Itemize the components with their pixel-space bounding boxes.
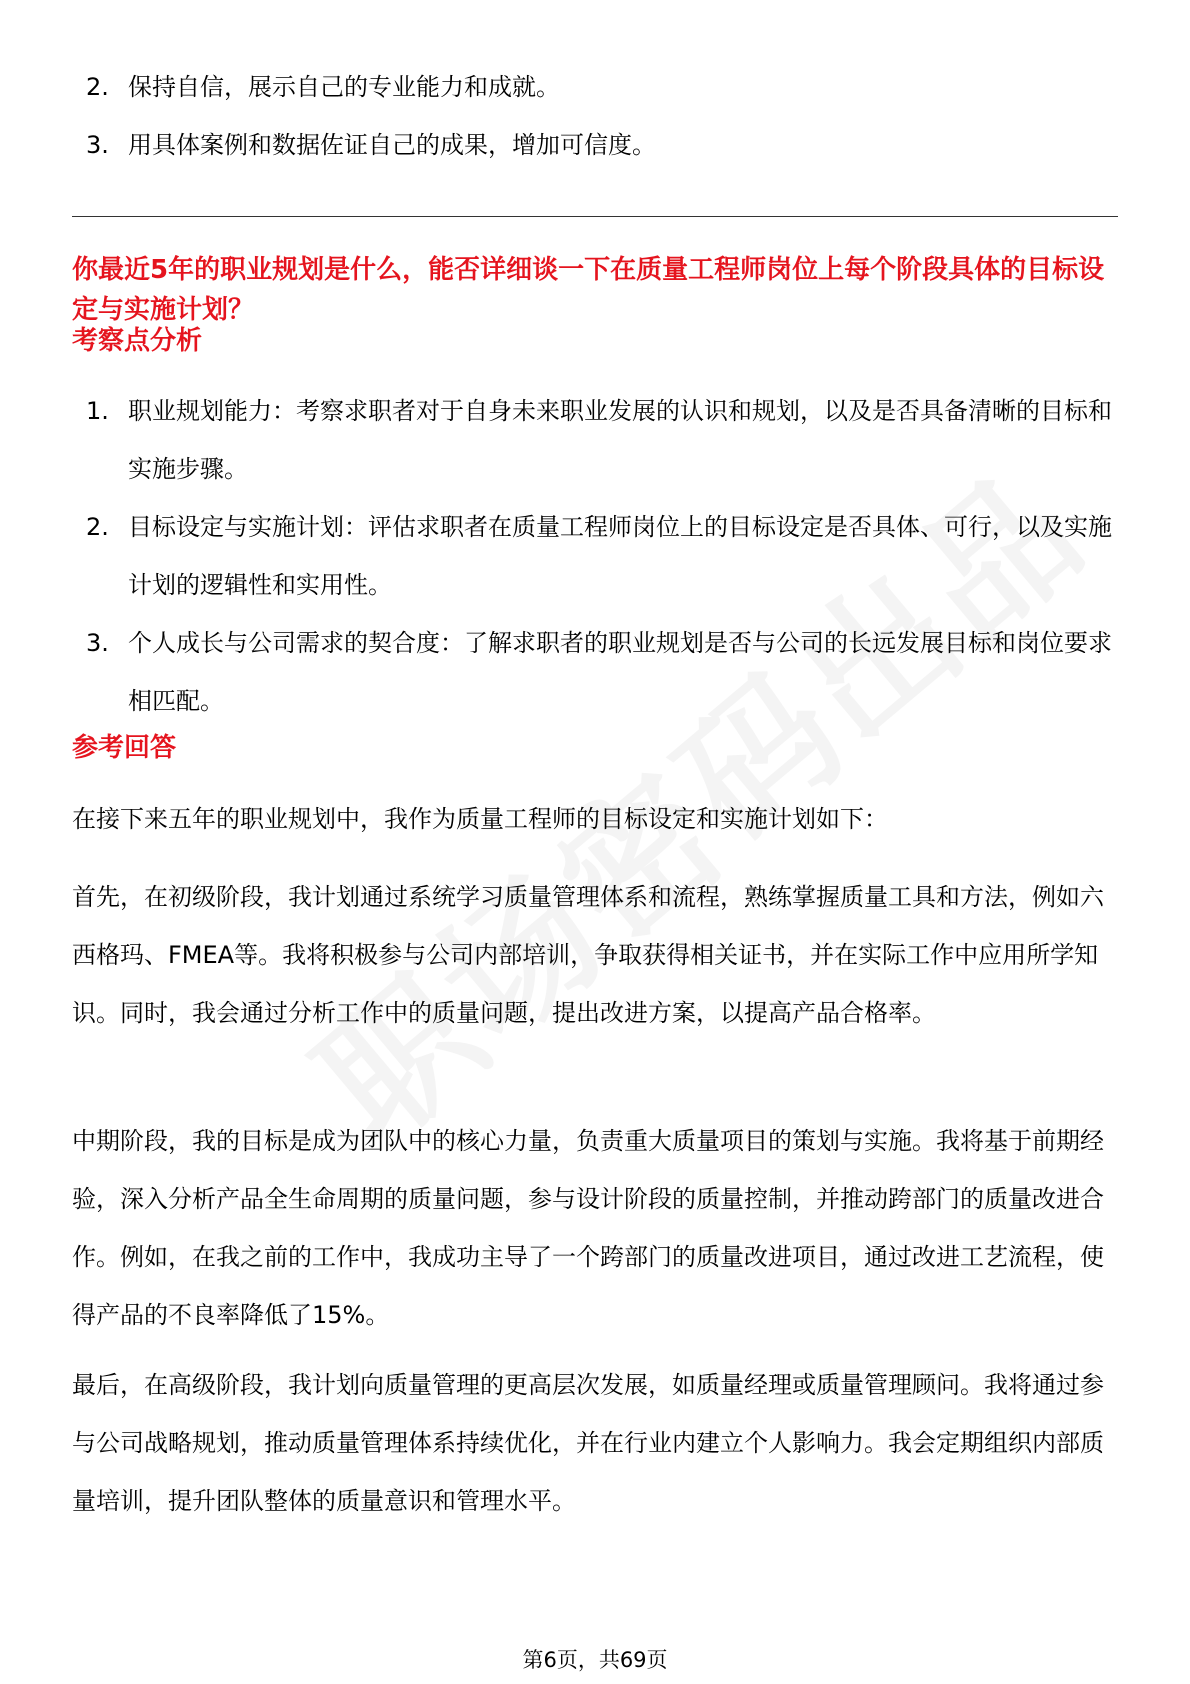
list-item-number: 1. xyxy=(86,397,109,425)
list-item-text: 职业规划能力：考察求职者对于自身未来职业发展的认识和规划，以及是否具备清晰的目标和实施步骤。 xyxy=(128,397,1112,483)
list-item xyxy=(72,116,1118,174)
answer-intro-paragraph: 在接下来五年的职业规划中，我作为质量工程师的目标设定和实施计划如下： xyxy=(72,805,888,833)
page-number: 第6页，共69页 xyxy=(522,1648,668,1672)
list-item-number: 2. xyxy=(86,73,109,101)
list-item-number: 3. xyxy=(86,629,109,657)
answer-paragraph-senior-stage: 最后，在高级阶段，我计划向质量管理的更高层次发展，如质量经理或质量管理顾问。我将通过参与公司战略规划，推动质量管理体系持续优化，并在行业内建立个人影响力。我会定期组织内部质量培训，提升团队整体的质量意识和管理水平。 xyxy=(72,1371,1104,1515)
interview-question: 你最近5年的职业规划是什么，能否详细谈一下在质量工程师岗位上每个阶段具体的目标设定与实施计划？ xyxy=(72,255,1105,325)
answer-paragraph-mid-stage: 中期阶段，我的目标是成为团队中的核心力量，负责重大质量项目的策划与实施。我将基于前期经验，深入分析产品全生命周期的质量问题，参与设计阶段的质量控制，并推动跨部门的质量改进合作。例如，在我之前的工作中，我成功主导了一个跨部门的质量改进项目，通过改进工艺流程，使得产品的不良率降低了15%。 xyxy=(72,1127,1104,1329)
list-item xyxy=(72,58,1118,116)
list-item-text: 用具体案例和数据佐证自己的成果，增加可信度。 xyxy=(128,131,656,159)
list-item-text: 保持自信，展示自己的专业能力和成就。 xyxy=(128,73,560,101)
section-divider xyxy=(72,216,1118,217)
answer-paragraph-initial-stage: 首先，在初级阶段，我计划通过系统学习质量管理体系和流程，熟练掌握质量工具和方法，例如六西格玛、FMEA等。我将积极参与公司内部培训，争取获得相关证书，并在实际工作中应用所学知识。同时，我会通过分析工作中的质量问题，提出改进方案，以提高产品合格率。 xyxy=(72,883,1104,1027)
list-item-text: 个人成长与公司需求的契合度：了解求职者的职业规划是否与公司的长远发展目标和岗位要求相匹配。 xyxy=(128,629,1112,715)
previous-tips-list xyxy=(72,58,1118,174)
list-item xyxy=(72,614,1118,730)
list-item xyxy=(72,498,1118,614)
answer-heading: 参考回答 xyxy=(72,733,177,763)
analysis-heading: 考察点分析 xyxy=(72,326,203,356)
analysis-list xyxy=(72,382,1118,730)
list-item-text: 目标设定与实施计划：评估求职者在质量工程师岗位上的目标设定是否具体、可行，以及实施计划的逻辑性和实用性。 xyxy=(128,513,1112,599)
list-item xyxy=(72,382,1118,498)
list-item-number: 3. xyxy=(86,131,109,159)
list-item-number: 2. xyxy=(86,513,109,541)
